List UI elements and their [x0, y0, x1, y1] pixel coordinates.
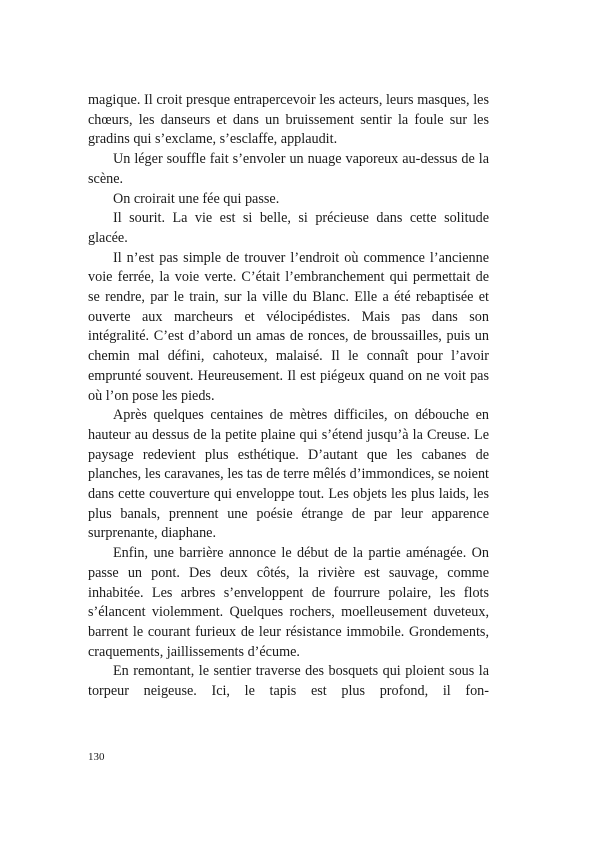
paragraph: Il n’est pas simple de trouver l’endroit où commence l’ancienne voie ferrée, la voie verte. C’était l’embranchement qui permettait de se rendre, par le train, sur la ville du Blanc. Elle a été rebaptisée et ouverte aux marcheurs et vélocipédistes. Mais pas dans son intégralité. C’est d’abord un amas de ronces, de broussailles, puis un chemin mal défini, cahoteux, malaisé. Il le connaît pour l’avoir emprunté souvent. Heureusement. Il est piégeux quand on ne voit pas où l’on pose les pieds.: [88, 249, 489, 404]
page-number: 130: [88, 751, 105, 763]
paragraph: En remontant, le sentier traverse des bosquets qui ploient sous la torpeur neigeuse. Ici, le tapis est plus profond, il fon-: [88, 663, 489, 700]
paragraph: Il sourit. La vie est si belle, si précieuse dans cette solitude glacée.: [88, 210, 489, 246]
paragraph: Enfin, une barrière annonce le début de la partie aménagée. On passe un pont. Des deux côtés, la rivière est sauvage, comme inhabitée. Les arbres s’enveloppent de fourrure polaire, les flots s’élancent violemment. Quelques rochers, moelleusement duveteux, barrent le courant furieux de leur résistance immobile. Grondements, craquements, jaillissements d’écume.: [88, 545, 489, 660]
paragraph: On croirait une fée qui passe.: [113, 190, 280, 207]
paragraph: Un léger souffle fait s’envoler un nuage vaporeux au-dessus de la scène.: [88, 151, 489, 187]
paragraph: magique. Il croit presque entrapercevoir les acteurs, leurs masques, les chœurs, les danseurs et dans un bruissement sentir la foule sur les gradins qui s’exclame, s’esclaffe, applaudit.: [88, 92, 489, 148]
paragraph: Après quelques centaines de mètres difficiles, on débouche en hauteur au dessus de la petite plaine qui s’étend jusqu’à la Creuse. Le paysage redevient plus esthétique. D’autant que les cabanes de planches, les caravanes, les tas de terre mêlés d’immondices, se noient dans cette couverture qui enveloppe tout. Les objets les plus laids, les plus banals, prennent une poésie étrange de par leur apparence surprenante, diaphane.: [88, 407, 489, 542]
body-text: [88, 91, 489, 702]
